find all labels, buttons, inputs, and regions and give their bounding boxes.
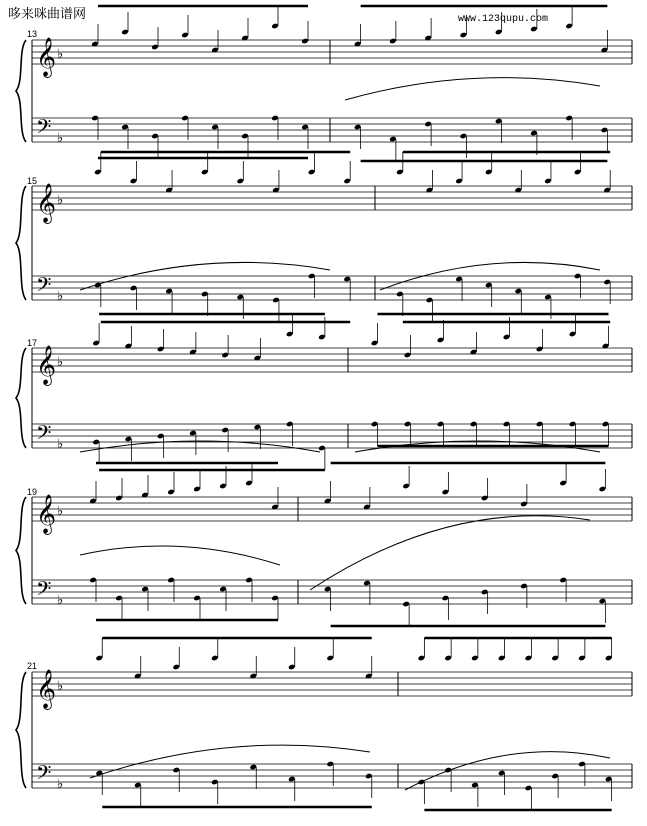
flat-icon: ♭ bbox=[57, 678, 64, 693]
bass-clef-icon: 𝄢 bbox=[36, 273, 52, 301]
bass-clef-icon: 𝄢 bbox=[36, 421, 52, 449]
bass-clef-icon: 𝄢 bbox=[36, 761, 52, 789]
site-name: 哆来咪曲谱网 bbox=[8, 7, 87, 22]
system-2-brace bbox=[16, 186, 26, 300]
flat-icon: ♭ bbox=[57, 130, 64, 145]
flat-icon: ♭ bbox=[57, 503, 64, 518]
measure-number-13: 13 bbox=[27, 29, 38, 39]
flat-icon: ♭ bbox=[57, 776, 64, 791]
system-1-brace bbox=[16, 40, 26, 142]
flat-icon: ♭ bbox=[57, 354, 64, 369]
flat-icon: ♭ bbox=[57, 192, 64, 207]
flat-icon: ♭ bbox=[57, 592, 64, 607]
treble-clef-icon: 𝄞 bbox=[36, 669, 57, 709]
treble-clef-icon: 𝄞 bbox=[36, 37, 57, 77]
measure-number-17: 17 bbox=[27, 338, 38, 348]
flat-icon: ♭ bbox=[57, 288, 64, 303]
treble-clef-icon: 𝄞 bbox=[36, 183, 57, 223]
system-5-slur bbox=[405, 752, 610, 790]
bass-clef-icon: 𝄢 bbox=[36, 115, 52, 143]
measure-number-21: 21 bbox=[27, 661, 38, 671]
system-4-slur bbox=[310, 516, 590, 590]
treble-clef-icon: 𝄞 bbox=[36, 494, 57, 534]
system-3-brace bbox=[16, 348, 26, 448]
flat-icon: ♭ bbox=[57, 436, 64, 451]
system-1-slur bbox=[345, 78, 600, 100]
site-url: www.123qupu.com bbox=[458, 14, 549, 25]
system-4-brace bbox=[16, 497, 26, 604]
treble-clef-icon: 𝄞 bbox=[36, 345, 57, 385]
flat-icon: ♭ bbox=[57, 46, 64, 61]
bass-clef-icon: 𝄢 bbox=[36, 577, 52, 605]
system-5-brace bbox=[16, 672, 26, 788]
system-4-slur bbox=[80, 546, 280, 565]
measure-number-19: 19 bbox=[27, 487, 38, 497]
system-3-slur bbox=[80, 441, 320, 452]
system-5-slur bbox=[90, 745, 370, 778]
measure-number-15: 15 bbox=[27, 176, 38, 186]
